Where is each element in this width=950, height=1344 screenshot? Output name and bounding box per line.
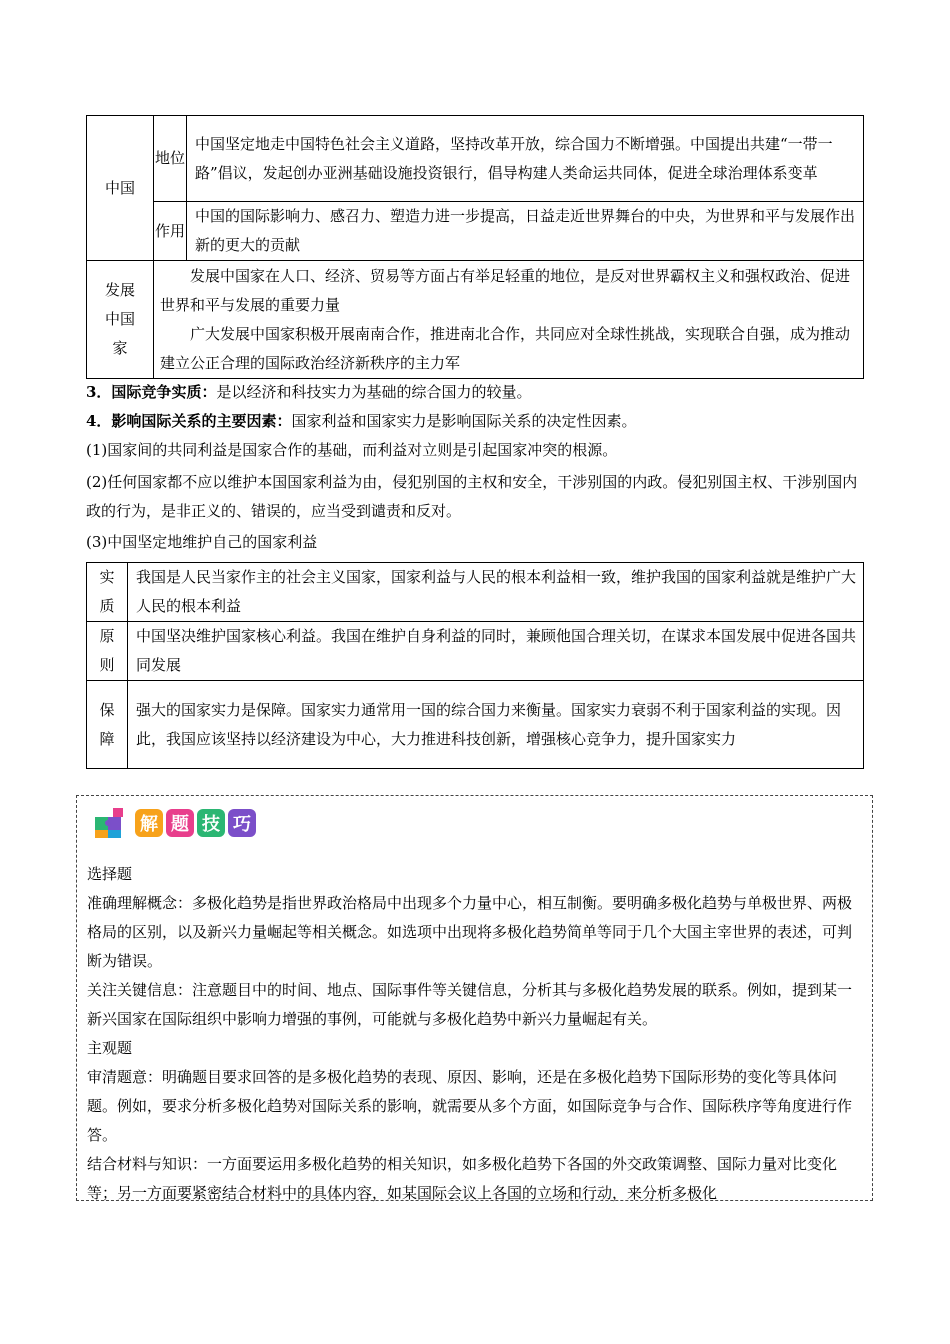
paragraph-5: (1)国家间的共同利益是国家合作的基础，而利益对立则是引起国家冲突的根源。 — [86, 441, 618, 459]
status-text: 中国坚定地走中国特色社会主义道路，坚持改革开放，综合国力不断增强。中国提出共建“一带一路”倡议，发起创办亚洲基础设施投资银行，倡导构建人类命运共同体，促进全球治理体系变革 — [187, 116, 864, 202]
badge-ti: 题 — [166, 809, 194, 837]
tips-header — [93, 806, 259, 840]
problem-solving-tips-box — [76, 795, 873, 1201]
row-label-essence: 实质 — [87, 563, 128, 622]
p4-heading: 4．影响国际关系的主要因素： — [86, 412, 292, 430]
paragraph-4 — [86, 407, 866, 436]
badge-qiao: 巧 — [228, 809, 256, 837]
china-label: 中国 — [87, 116, 154, 261]
p4-text: 国家利益和国家实力是影响国际关系的决定性因素。 — [291, 412, 637, 430]
row-text-essence: 我国是人民当家作主的社会主义国家，国家利益与人民的根本利益相一致，维护我国的国家利益就是维护广大人民的根本利益 — [128, 563, 864, 622]
row-text-principle: 中国坚决维护国家核心利益。我国在维护自身利益的同时，兼顾他国合理关切，在谋求本国发展中促进各国共同发展 — [128, 622, 864, 681]
role-text: 中国的国际影响力、感召力、塑造力进一步提高，日益走近世界舞台的中央，为世界和平与发展作出新的更大的贡献 — [187, 202, 864, 261]
badge-ji: 技 — [197, 809, 225, 837]
developing-label: 发展中国家 — [87, 261, 154, 379]
paragraph-7: (3)中国坚定地维护自己的国家利益 — [86, 533, 318, 551]
status-label: 地位 — [154, 116, 187, 202]
national-interest-table — [86, 562, 864, 769]
developing-text-1: 发展中国家在人口、经济、贸易等方面占有举足轻重的地位，是反对世界霸权主义和强权政治、促进世界和平与发展的重要力量 — [160, 266, 851, 314]
tips-text-1: 准确理解概念：多极化趋势是指世界政治格局中出现多个力量中心，相互制衡。要明确多极化趋势与单极世界、两极格局的区别，以及新兴力量崛起等相关概念。如选项中出现将多极化趋势简单等同于几个大国主宰世界的表述，可判断为错误。 — [87, 894, 853, 970]
paragraph-6: (2)任何国家都不应以维护本国国家利益为由，侵犯别国的主权和安全，干涉别国的内政。侵犯别国主权、干涉别国内政的行为，是非正义的、错误的，应当受到谴责和反对。 — [86, 473, 858, 520]
puzzle-icon — [93, 807, 129, 839]
tips-heading-choice: 选择题 — [87, 865, 133, 883]
p3-text: 是以经济和科技实力为基础的综合国力的较量。 — [216, 383, 532, 401]
tips-body — [87, 860, 863, 1208]
developing-text-2: 广大发展中国家积极开展南南合作，推进南北合作，共同应对全球性挑战，实现联合自强，成为推动建立公正合理的国际政治经济新秩序的主力军 — [160, 324, 851, 372]
row-text-guarantee: 强大的国家实力是保障。国家实力通常用一国的综合国力来衡量。国家实力衰弱不利于国家利益的实现。因此，我国应该坚持以经济建设为中心，大力推进科技创新，增强核心竞争力，提升国家实力 — [128, 681, 864, 769]
paragraph-3 — [86, 378, 866, 407]
row-label-principle: 原则 — [87, 622, 128, 681]
row-label-guarantee: 保障 — [87, 681, 128, 769]
tips-heading-subjective: 主观题 — [87, 1039, 133, 1057]
role-label: 作用 — [154, 202, 187, 261]
developing-cell — [154, 261, 864, 379]
tips-text-3: 审清题意：明确题目要求回答的是多极化趋势的表现、原因、影响，还是在多极化趋势下国际形势的变化等具体问题。例如，要求分析多极化趋势对国际关系的影响，就需要从多个方面，如国际竞争与合作、国际秩序等角度进行作答。 — [87, 1068, 853, 1144]
china-developing-table — [86, 115, 864, 379]
tips-text-2: 关注关键信息：注意题目中的时间、地点、国际事件等关键信息，分析其与多极化趋势发展的联系。例如，提到某一新兴国家在国际组织中影响力增强的事例，可能就与多极化趋势中新兴力量崛起有关。 — [87, 981, 853, 1028]
tips-text-4: 结合材料与知识：一方面要运用多极化趋势的相关知识，如多极化趋势下各国的外交政策调整、国际力量对比变化等；另一方面要紧密结合材料中的具体内容，如某国际会议上各国的立场和行动，来分析多极化 — [87, 1155, 838, 1202]
badge-jie: 解 — [135, 809, 163, 837]
p3-heading: 3．国际竞争实质： — [86, 383, 217, 401]
